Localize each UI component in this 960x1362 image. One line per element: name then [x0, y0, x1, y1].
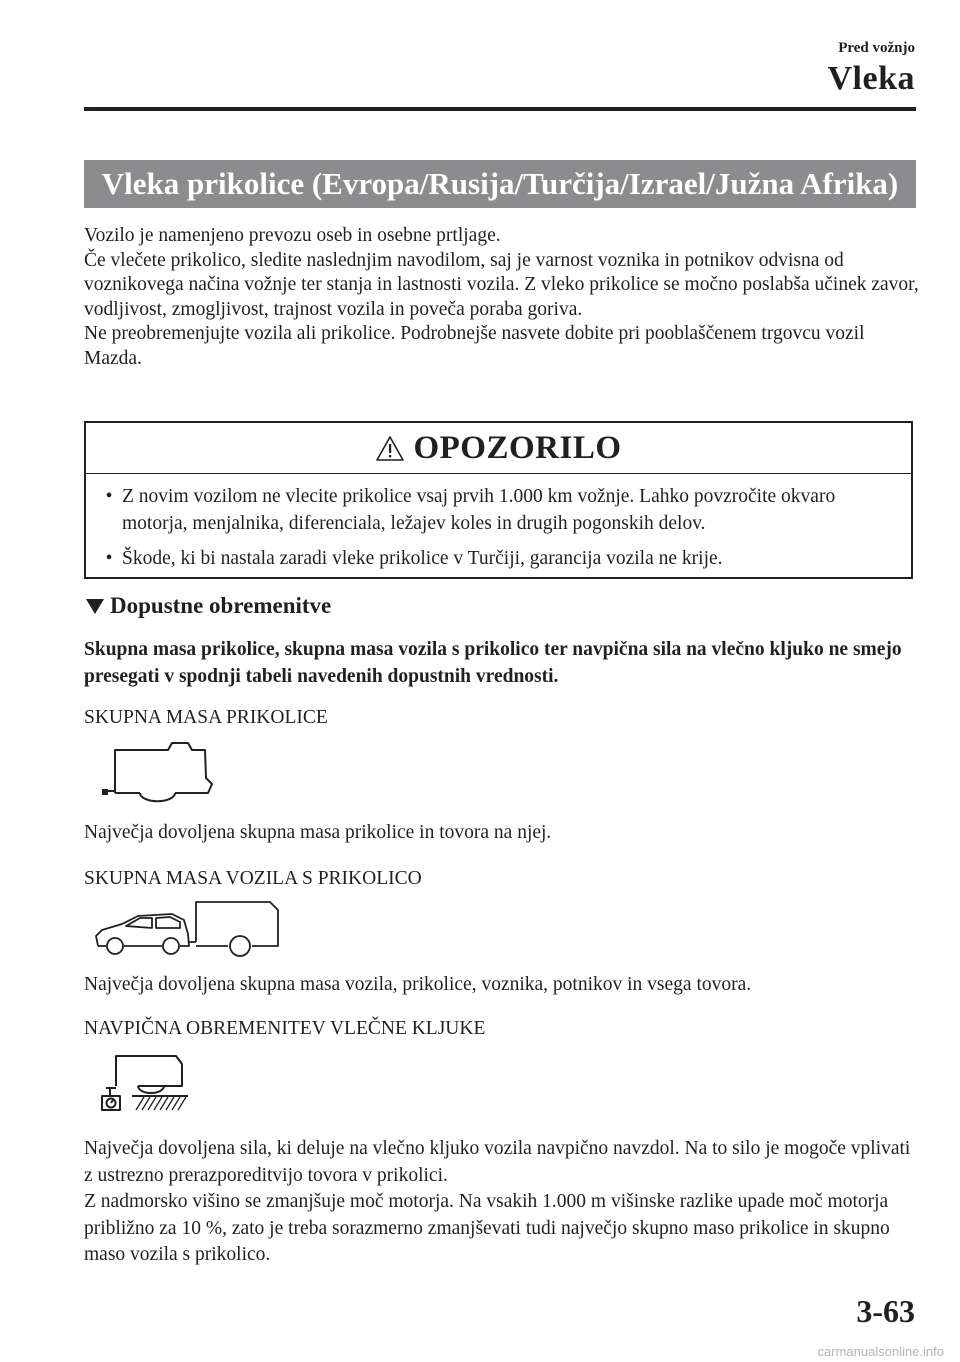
warning-box [84, 421, 913, 579]
section-label: Pred vožnjo [838, 40, 915, 56]
lead-paragraph: Skupna masa prikolice, skupna masa vozila s prikolico ter navpična sila na vlečno kljuko ne smejo presegati v spodnji tabeli navedenih dopustnih vrednosti. [84, 639, 902, 687]
watermark: carmanualsonline.info [817, 1344, 944, 1359]
altitude-note: Z nadmorsko višino se zmanjšuje moč motorja. Na vsakih 1.000 m višinske razlike upade moč motorja približno za 10 %, zato je treba sorazmerno zmanjševati tudi največjo skupno maso prikolice in skupno maso vozila s prikolico. [84, 1191, 890, 1265]
bullet-icon: • [105, 486, 113, 507]
intro-paragraph: Če vlečete prikolico, sledite naslednjim navodilom, saj je varnost voznika in potnikov odvisna od voznikovega načina vožnje ter stanja in lastnosti vozila. Z vleko prikolice se močno poslabša učinek zavor, vodljivost, zmogljivost, trajnost vozila in poveča poraba goriva. [84, 249, 919, 320]
subsection-heading [84, 593, 331, 619]
page-number: 3-63 [856, 1293, 915, 1329]
load-description: Največja dovoljena skupna masa vozila, prikolice, voznika, potnikov in vsega tovora. [84, 974, 752, 995]
triangle-down-icon [84, 597, 106, 615]
load-description: Največja dovoljena sila, ki deluje na vlečno kljuko vozila navpično navzdol. Na to silo je mogoče vplivati z ustrezno prerazporeditvijo tovora v prikolici. [84, 1138, 911, 1186]
load-heading: NAVPIČNA OBREMENITEV VLEČNE KLJUKE [84, 1018, 486, 1039]
load-heading: SKUPNA MASA VOZILA S PRIKOLICO [84, 868, 422, 889]
warning-item [96, 484, 901, 537]
load-heading: SKUPNA MASA PRIKOLICE [84, 707, 328, 728]
intro-paragraph: Ne preobremenjujte vozila ali prikolice. Podrobnejše nasvete dobite pri pooblaščenem trgovcu vozil Mazda. [84, 323, 865, 369]
car-with-trailer-icon [92, 896, 282, 958]
intro-text [84, 224, 919, 372]
warning-body [86, 474, 911, 573]
header-divider [84, 107, 916, 111]
warning-header [86, 423, 911, 474]
trailer-icon [100, 738, 215, 806]
load-description: Največja dovoljena skupna masa prikolice in tovora na njej. [84, 822, 552, 843]
section-banner: Vleka prikolice (Evropa/Rusija/Turčija/Izrael/Južna Afrika) [84, 160, 916, 208]
bullet-icon: • [105, 548, 113, 569]
intro-paragraph: Vozilo je namenjeno prevozu oseb in osebne prtljage. [84, 225, 501, 246]
subsection-title: Dopustne obremenitve [110, 593, 332, 618]
warning-triangle-icon [375, 435, 405, 462]
warning-item-text: Škode, ki bi nastala zaradi vleke prikolice v Turčiji, garancija vozila ne krije. [122, 548, 723, 569]
tongue-load-icon [92, 1050, 192, 1116]
warning-item-text: Z novim vozilom ne vlecite prikolice vsaj prvih 1.000 km vožnje. Lahko povzročite okvaro motorja, menjalnika, diferenciala, ležajev koles in drugih pogonskih delov. [122, 486, 836, 534]
warning-item [96, 546, 901, 573]
warning-title: OPOZORILO [413, 429, 622, 466]
page-title: Vleka [827, 60, 915, 97]
